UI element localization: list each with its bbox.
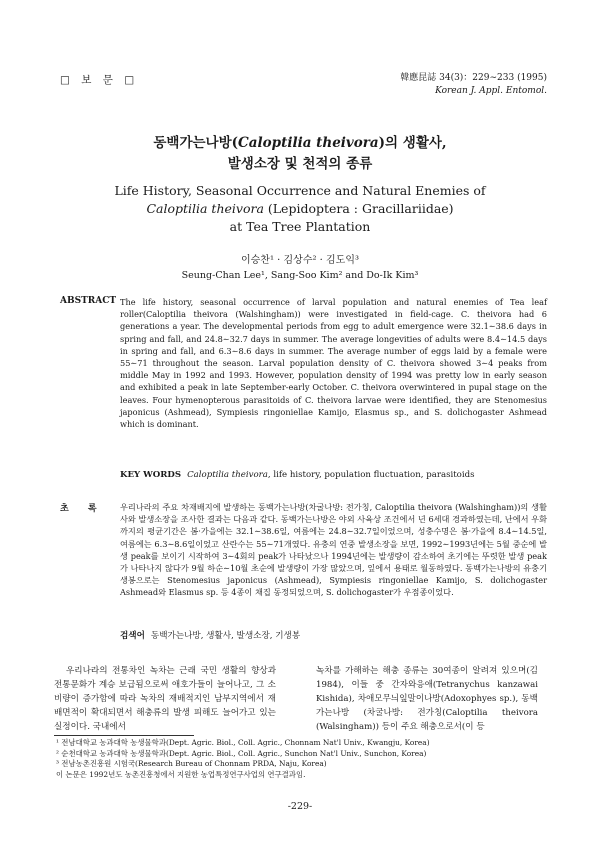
authors-korean: 이승찬¹ · 김상수² · 김도익³: [240, 255, 360, 266]
journal-volume: 韓應昆誌 34(3)：229∼233 (1995): [400, 73, 547, 83]
abstract-label: ABSTRACT: [60, 296, 117, 306]
journal-name: Korean J. Appl. Entomol.: [435, 86, 547, 96]
korean-title-line2: 발생소장 및 천적의 종류: [227, 156, 373, 172]
journal-citation: [400, 72, 547, 98]
korean-keywords-label: 검색어: [120, 631, 145, 641]
korean-abstract-label: 초 록: [60, 504, 105, 514]
intro-column-left: 우리나라의 전통차인 녹차는 근래 국민 생활의 향상과 전통문화가 계승 보급됨으로써 애호가들이 늘어나고, 그 소비량이 증가함에 따라 녹차의 재배적지인 남부지역에서 재배면적이 확대되면서 해충류의 발생 피해도 늘어가고 있는 실정이다. 국내에서: [54, 666, 276, 732]
authors-english: Seung-Chan Lee¹, Sang-Soo Kim² and Do-Ik Kim³: [181, 270, 419, 281]
korean-keywords-list: 동백가는나방, 생활사, 발생소장, 기생봉: [150, 631, 301, 641]
keywords: [120, 470, 475, 480]
intro-column-right: 녹차를 가해하는 해충 종류는 30여종이 알려져 있으며(김 1984), 이들 중 간자와응애(Tetranychus kanzawai Kishida), 차애모무늬잎말이나방(Adoxophyes sp.), 동백가는나방 (차굴나방: 전가칭(Caloptilia theivora (Walsingham)) 등이 주요 해충으로서(이 등: [316, 666, 538, 732]
english-title-line1: Life History, Seasonal Occurrence and Natural Enemies of: [114, 183, 486, 198]
footnote-3: ³ 전남농촌진흥원 시험국(Research Bureau of Chonnam PRDA, Naju, Korea): [56, 759, 327, 768]
english-title-species: Caloptilia theivora: [146, 201, 264, 216]
abstract-text: The life history, seasonal occurrence of larval population and natural enemies of Tea leaf roller(Caloptilia theivora (Walshingham)) were investigated in field-cage. C. theivora had 6 generations a year. The developmental periods from egg to adult emergence were 32.1∼38.6 days in spring and fall, and 24.8∼32.7 days in summer. The average longevities of adults were 8.4∼14.5 days in spring and fall, and 6.3∼8.6 days in summer. The average number of eggs laid by a female were 55∼71 throughout the season. Larval population density of C. theivora showed 3∼4 peaks from middle May in 1992 and 1993. However, population density of 1994 was pretty low in early season and exhibited a peak in late September-early October. C. theivora overwintered in pupal stage on the leaves. Four hymenopterous parasitoids of C. theivora larvae were identified, they are Stenomesius japonicus (Ashmead), Sympiesis ringoniellae Kamijo, Elasmus sp., and S. dolichogaster Ashmead which is dominant.: [120, 297, 547, 430]
footnotes: [56, 738, 546, 780]
footnote-divider: [54, 735, 194, 736]
footnote-funding: 이 논문은 1992년도 농촌진흥청에서 지원한 농업특정연구사업의 연구결과임.: [56, 769, 306, 779]
korean-title-part2: )의 생활사,: [378, 135, 447, 151]
korean-title-species: Caloptilia theivora: [238, 135, 379, 151]
korean-abstract-text: 우리나라의 주요 차재배지에 발생하는 동백가는나방(차굴나방: 전가칭, Caloptilia theivora (Walshingham))의 생활사와 발생소장을 조사한 결과는 다음과 같다. 동백가는나방은 야외 사육상 조건에서 년 6세대 경과하였는데, 난에서 우화까지의 평균기간은 봄·가을에는 32.1∼38.6일, 여름에는 24.8∼32.7일이었으며, 성충수명은 봄·가을에 8.4∼14.5일, 여름에는 6.3∼8.6일이었고 산란수는 55∼71개였다. 유충의 연중 발생소장을 보면, 1992∼1993년에는 5월 중순에 발생 peak를 보이기 시작하여 3∼4회의 peak가 나타났으나 1994년에는 발생량이 감소하여 초기에는 뚜렷한 발생 peak가 나타나지 않다가 9월 하순∼10월 초순에 발생량이 가장 많았으며, 잎에서 용태로 월동하였다. 동백가는나방의 유충기생봉으로는 Stenomesius japonicus (Ashmead), Sympiesis ringoniellae Kamijo, S. dolichogaster Ashmead와 Elasmus sp. 등 4종이 채집 동정되었으며, S. dolichogaster가 우점종이었다.: [120, 502, 547, 598]
english-title-line3: at Tea Tree Plantation: [229, 219, 371, 234]
english-title: [0, 182, 600, 236]
korean-title-part1: 동백가는나방(: [153, 135, 239, 151]
english-title-order: (Lepidoptera : Gracillariidae): [263, 201, 454, 216]
keywords-species: Caloptilia theivora: [187, 470, 268, 480]
footnote-1: ¹ 전남대학교 농과대학 농생물학과(Dept. Agric. Biol., Coll. Agric., Chonnam Nat'l Univ., Kwangju, Korea): [56, 738, 430, 747]
korean-keywords: [120, 629, 300, 641]
section-header: □ 보 문 □: [60, 74, 139, 86]
page-number: -229-: [287, 801, 313, 812]
korean-title: [0, 133, 600, 175]
keywords-label: KEY WORDS: [120, 470, 182, 480]
keywords-list: , life history, population fluctuation, parasitoids: [267, 470, 475, 480]
footnote-2: ² 순천대학교 농과대학 농생물학과(Dept. Agric. Biol., Coll. Agric., Sunchon Nat'l Univ., Sunchon, Korea): [56, 748, 427, 758]
